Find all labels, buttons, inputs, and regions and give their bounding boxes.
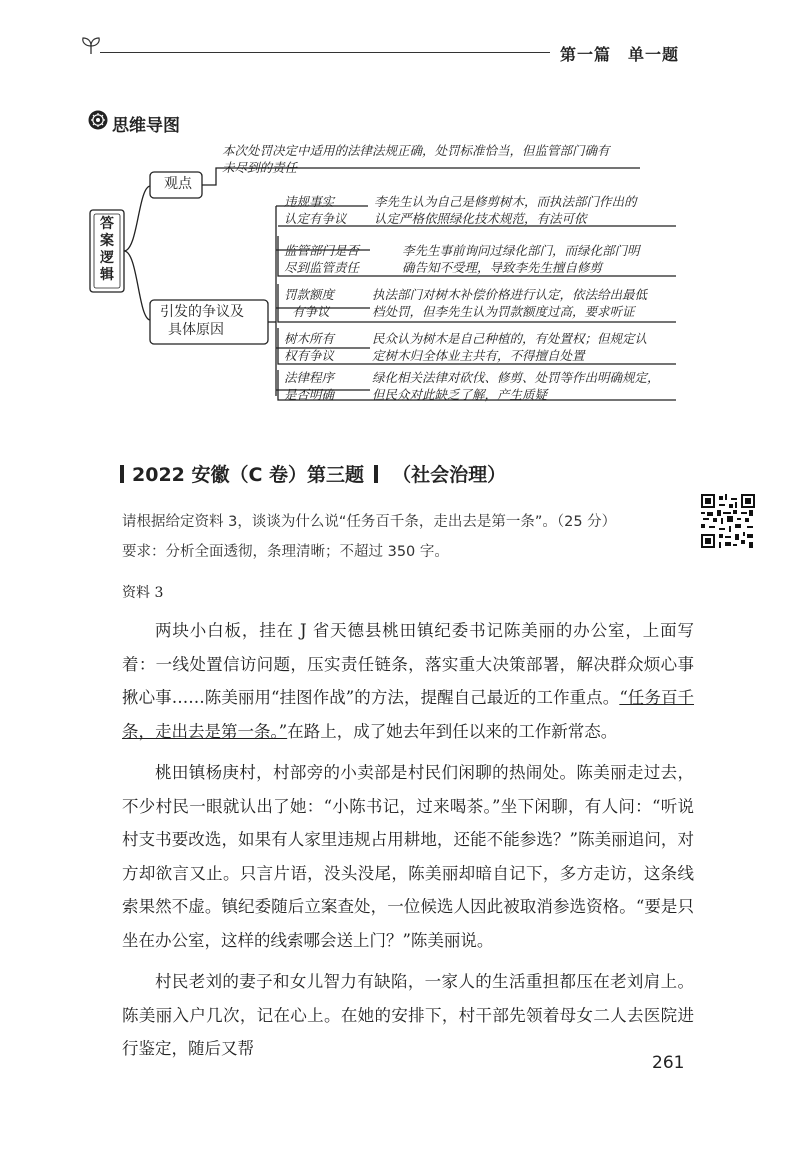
item-5-val-1: 绿化相关法律对砍伐、修剪、处罚等作出明确规定， bbox=[372, 370, 660, 385]
mindmap-root: 答案逻辑 bbox=[100, 216, 114, 283]
branch2-label-line1: 引发的争议及 bbox=[160, 304, 244, 320]
leaf-icon bbox=[80, 37, 102, 55]
material-paragraph-3: 村民老刘的妻子和女儿智力有缺陷，一家人的生活重担都压在老刘肩上。陈美丽入户几次，记在心上。在她的安排下，村干部先领着母女二人去医院进行鉴定，随后又帮 bbox=[122, 972, 694, 1058]
p1-underlined: “任务百千条，走出去是第一条。” bbox=[122, 688, 695, 741]
item-2-key-1: 监管部门是否 bbox=[284, 243, 360, 258]
item-1-val-1: 李先生认为自己是修剪树木，而执法部门作出的 bbox=[374, 194, 637, 209]
question-title-bar bbox=[120, 460, 506, 487]
title-bar-left bbox=[120, 465, 124, 483]
header-rule bbox=[100, 52, 550, 53]
item-2-val-2: 确告知不受理，导致李先生擅自修剪 bbox=[402, 260, 603, 275]
title-bar-right bbox=[374, 465, 378, 483]
material-paragraph-1 bbox=[122, 614, 694, 748]
branch1-note-line2: 未尽到的责任 bbox=[222, 160, 298, 175]
branch1-note-line1: 本次处罚决定中适用的法律法规正确，处罚标准恰当，但监管部门确有 bbox=[222, 143, 610, 158]
item-3-val-1: 执法部门对树木补偿价格进行认定，依法给出最低 bbox=[372, 287, 648, 302]
p1-text-b: 在路上，成了她去年到任以来的工作新常态。 bbox=[287, 721, 618, 741]
question-title: 2022 安徽（C 卷）第三题 bbox=[132, 464, 365, 486]
material-label: 资料 3 bbox=[122, 585, 164, 601]
item-1-key-2: 认定有争议 bbox=[284, 211, 347, 226]
header-section: 第一篇 单一题 bbox=[560, 45, 680, 64]
item-4-val-1: 民众认为树木是自己种植的，有处置权；但规定认 bbox=[372, 331, 648, 346]
item-4-key-2: 权有争议 bbox=[284, 348, 335, 363]
question-requirement: 要求：分析全面透彻，条理清晰；不超过 350 字。 bbox=[122, 544, 449, 560]
item-3-key-1: 罚款额度 bbox=[284, 287, 335, 302]
material-body bbox=[122, 614, 694, 1074]
item-5-key-1: 法律程序 bbox=[284, 370, 335, 385]
item-2-val-1: 李先生事前询问过绿化部门，而绿化部门明 bbox=[402, 243, 640, 258]
item-2-key-2: 尽到监管责任 bbox=[284, 260, 360, 275]
question-tag: （社会治理） bbox=[392, 464, 507, 486]
item-4-key-1: 树木所有 bbox=[284, 331, 335, 346]
branch2-label-line2: 具体原因 bbox=[168, 322, 224, 338]
item-1-key-1: 违规事实 bbox=[284, 194, 335, 209]
page-number: 261 bbox=[652, 1053, 685, 1073]
branch1-label: 观点 bbox=[164, 176, 192, 192]
item-1-val-2: 认定严格依照绿化技术规范，有法可依 bbox=[374, 211, 587, 226]
qr-code-icon[interactable] bbox=[701, 494, 755, 548]
item-3-val-2: 档处罚，但李先生认为罚款额度过高，要求听证 bbox=[372, 304, 635, 319]
item-5-val-2: 但民众对此缺乏了解，产生质疑 bbox=[372, 387, 548, 402]
item-3-key-2: 有争议 bbox=[292, 304, 330, 319]
item-4-val-2: 定树木归全体业主共有，不得擅自处置 bbox=[372, 348, 585, 363]
material-paragraph-2: 桃田镇杨庚村，村部旁的小卖部是村民们闲聊的热闹处。陈美丽走过去，不少村民一眼就认出了她：“小陈书记，过来喝茶。”坐下闲聊，有人问：“听说村支书要改选，如果有人家里违规占用耕地，还能不能参选？”陈美丽追问，对方却欲言又止。只言片语，没头没尾，陈美丽却暗自记下，多方走访，这条线索果然不虚。镇纪委随后立案查处，一位候选人因此被取消参选资格。“要是只坐在办公室，这样的线索哪会送上门？”陈美丽说。 bbox=[122, 763, 694, 950]
flower-icon bbox=[88, 110, 108, 130]
p1-text-a: 两块小白板，挂在 J 省天德县桃田镇纪委书记陈美丽的办公室，上面写着：一线处置信访问题，压实责任链条，落实重大决策部署，解决群众烦心事揪心事……陈美丽用“挂图作战”的方法，提醒自己最近的工作重点。 bbox=[122, 621, 694, 707]
mindmap-title: 思维导图 bbox=[112, 116, 180, 136]
mind-map bbox=[80, 138, 680, 418]
item-5-key-2: 是否明确 bbox=[284, 387, 335, 402]
question-prompt: 请根据给定资料 3，谈谈为什么说“任务百千条，走出去是第一条”。（25 分） bbox=[122, 514, 617, 530]
